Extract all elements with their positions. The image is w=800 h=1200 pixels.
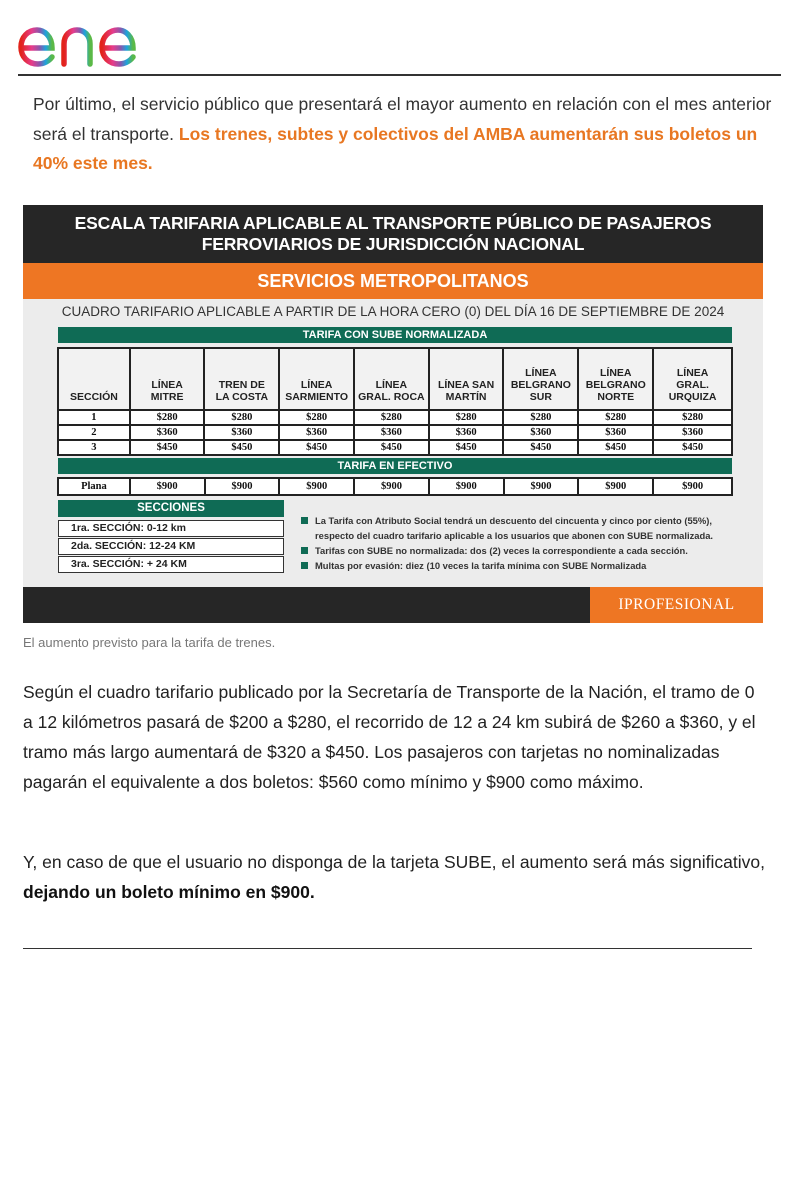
fare-cell: $280 bbox=[578, 410, 653, 425]
fare-cell: $360 bbox=[578, 425, 653, 440]
column-header: LÍNEA BELGRANO NORTE bbox=[578, 348, 653, 410]
fare-cell: $360 bbox=[130, 425, 205, 440]
fare-cell: $280 bbox=[429, 410, 504, 425]
section-1: 1ra. SECCIÓN: 0-12 km bbox=[58, 520, 284, 537]
intro-highlight: Los trenes, subtes y colectivos del AMBA aumentarán sus boletos un 40% este mes. bbox=[33, 123, 758, 173]
fare-cell: $450 bbox=[429, 440, 504, 455]
infographic-footer bbox=[23, 587, 763, 623]
table-row bbox=[58, 410, 732, 425]
fare-cell: 3 bbox=[58, 440, 130, 455]
fare-cell: $450 bbox=[354, 440, 429, 455]
fare-cell: $360 bbox=[354, 425, 429, 440]
fare-cell: $450 bbox=[130, 440, 205, 455]
fare-cell: $450 bbox=[204, 440, 279, 455]
section-2: 2da. SECCIÓN: 12-24 KM bbox=[58, 538, 284, 555]
sube-bar: TARIFA CON SUBE NORMALIZADA bbox=[58, 327, 732, 343]
fare-cell: $450 bbox=[503, 440, 578, 455]
table-header-row bbox=[58, 348, 732, 410]
cash-cell: $900 bbox=[354, 478, 429, 495]
bold-text: dejando un boleto mínimo en $900. bbox=[23, 882, 315, 902]
note-item: Tarifas con SUBE no normalizada: dos (2) veces la correspondiente a cada sección. bbox=[301, 543, 751, 558]
column-header: LÍNEA BELGRANO SUR bbox=[503, 348, 578, 410]
cash-cell: $900 bbox=[205, 478, 280, 495]
sube-fare-table bbox=[57, 347, 733, 456]
fare-cell: $450 bbox=[279, 440, 354, 455]
bullet-icon bbox=[301, 517, 308, 524]
infographic-title-line2: FERROVIARIOS DE JURISDICCIÓN NACIONAL bbox=[201, 234, 585, 254]
fare-cell: $360 bbox=[429, 425, 504, 440]
column-header: LÍNEA GRAL. URQUIZA bbox=[653, 348, 732, 410]
fare-infographic bbox=[23, 205, 763, 623]
site-header bbox=[0, 0, 800, 76]
table-row bbox=[58, 440, 732, 455]
cash-cell: $900 bbox=[429, 478, 504, 495]
infographic-title bbox=[23, 205, 763, 263]
note-item: La Tarifa con Atributo Social tendrá un descuento del cincuenta y cinco por ciento (55%), respecto del cuadro tarifario aplicable a los usuarios que abonen con SUBE normalizada. bbox=[301, 513, 751, 543]
fare-notes bbox=[301, 513, 751, 573]
cash-cell: Plana bbox=[58, 478, 130, 495]
fare-cell: $360 bbox=[503, 425, 578, 440]
column-header: LÍNEA SAN MARTÍN bbox=[429, 348, 504, 410]
infographic-subtitle: CUADRO TARIFARIO APLICABLE A PARTIR DE LA HORA CERO (0) DEL DÍA 16 DE SEPTIEMBRE DE 2024 bbox=[61, 304, 725, 319]
image-caption: El aumento previsto para la tarifa de trenes. bbox=[23, 635, 276, 650]
bullet-icon bbox=[301, 562, 308, 569]
fare-cell: $280 bbox=[503, 410, 578, 425]
fare-cell: $450 bbox=[653, 440, 732, 455]
fare-cell: $280 bbox=[204, 410, 279, 425]
fare-cell: $450 bbox=[578, 440, 653, 455]
bottom-divider bbox=[23, 948, 752, 949]
iprofesional-logo: IPROFESIONAL bbox=[590, 587, 763, 623]
fare-cell: $280 bbox=[130, 410, 205, 425]
column-header: SECCIÓN bbox=[58, 348, 130, 410]
cash-row bbox=[58, 478, 732, 495]
fare-cell: $280 bbox=[279, 410, 354, 425]
cash-cell: $900 bbox=[130, 478, 205, 495]
fare-cell: $360 bbox=[653, 425, 732, 440]
column-header: LÍNEA SARMIENTO bbox=[279, 348, 354, 410]
column-header: TREN DE LA COSTA bbox=[204, 348, 279, 410]
cash-bar: TARIFA EN EFECTIVO bbox=[58, 458, 732, 474]
cash-cell: $900 bbox=[504, 478, 579, 495]
intro-text: Por último, el servicio público que presentará el mayor aumento en relación con el mes anterior será el transporte. bbox=[33, 94, 772, 144]
enel-logo[interactable] bbox=[16, 8, 181, 70]
column-header: LÍNEA MITRE bbox=[130, 348, 205, 410]
bullet-icon bbox=[301, 547, 308, 554]
cash-cell: $900 bbox=[279, 478, 354, 495]
intro-paragraph bbox=[33, 90, 773, 179]
sections-bar: SECCIONES bbox=[58, 500, 284, 517]
fare-cell: $280 bbox=[653, 410, 732, 425]
fare-cell: 1 bbox=[58, 410, 130, 425]
body-paragraph-1: Según el cuadro tarifario publicado por la Secretaría de Transporte de la Nación, el tramo de 0 a 12 kilómetros pasará de $200 a $280, el recorrido de 12 a 24 km subirá de $260 a $360, y el tramo más largo aumentará de $320 a $450. Los pasajeros con tarjetas no nominalizadas pagarán el equivalente a dos boletos: $560 como mínimo y $900 como máximo. bbox=[23, 682, 756, 792]
fare-cell: $360 bbox=[204, 425, 279, 440]
column-header: LÍNEA GRAL. ROCA bbox=[354, 348, 429, 410]
table-row bbox=[58, 425, 732, 440]
cash-cell: $900 bbox=[653, 478, 732, 495]
note-item: Multas por evasión: diez (10 veces la tarifa mínima con SUBE Normalizada bbox=[301, 558, 751, 573]
fare-cell: 2 bbox=[58, 425, 130, 440]
cash-fare-table bbox=[57, 477, 733, 496]
infographic-title-line1: ESCALA TARIFARIA APLICABLE AL TRANSPORTE PÚBLICO DE PASAJEROS bbox=[74, 213, 712, 233]
section-3: 3ra. SECCIÓN: + 24 KM bbox=[58, 556, 284, 573]
section-banner: SERVICIOS METROPOLITANOS bbox=[23, 263, 763, 299]
body-paragraph-2: Y, en caso de que el usuario no disponga de la tarjeta SUBE, el aumento será más significativo, dejando un boleto mínimo en $900. bbox=[23, 852, 765, 902]
header-divider bbox=[18, 74, 781, 76]
fare-cell: $280 bbox=[354, 410, 429, 425]
fare-cell: $360 bbox=[279, 425, 354, 440]
cash-cell: $900 bbox=[578, 478, 653, 495]
